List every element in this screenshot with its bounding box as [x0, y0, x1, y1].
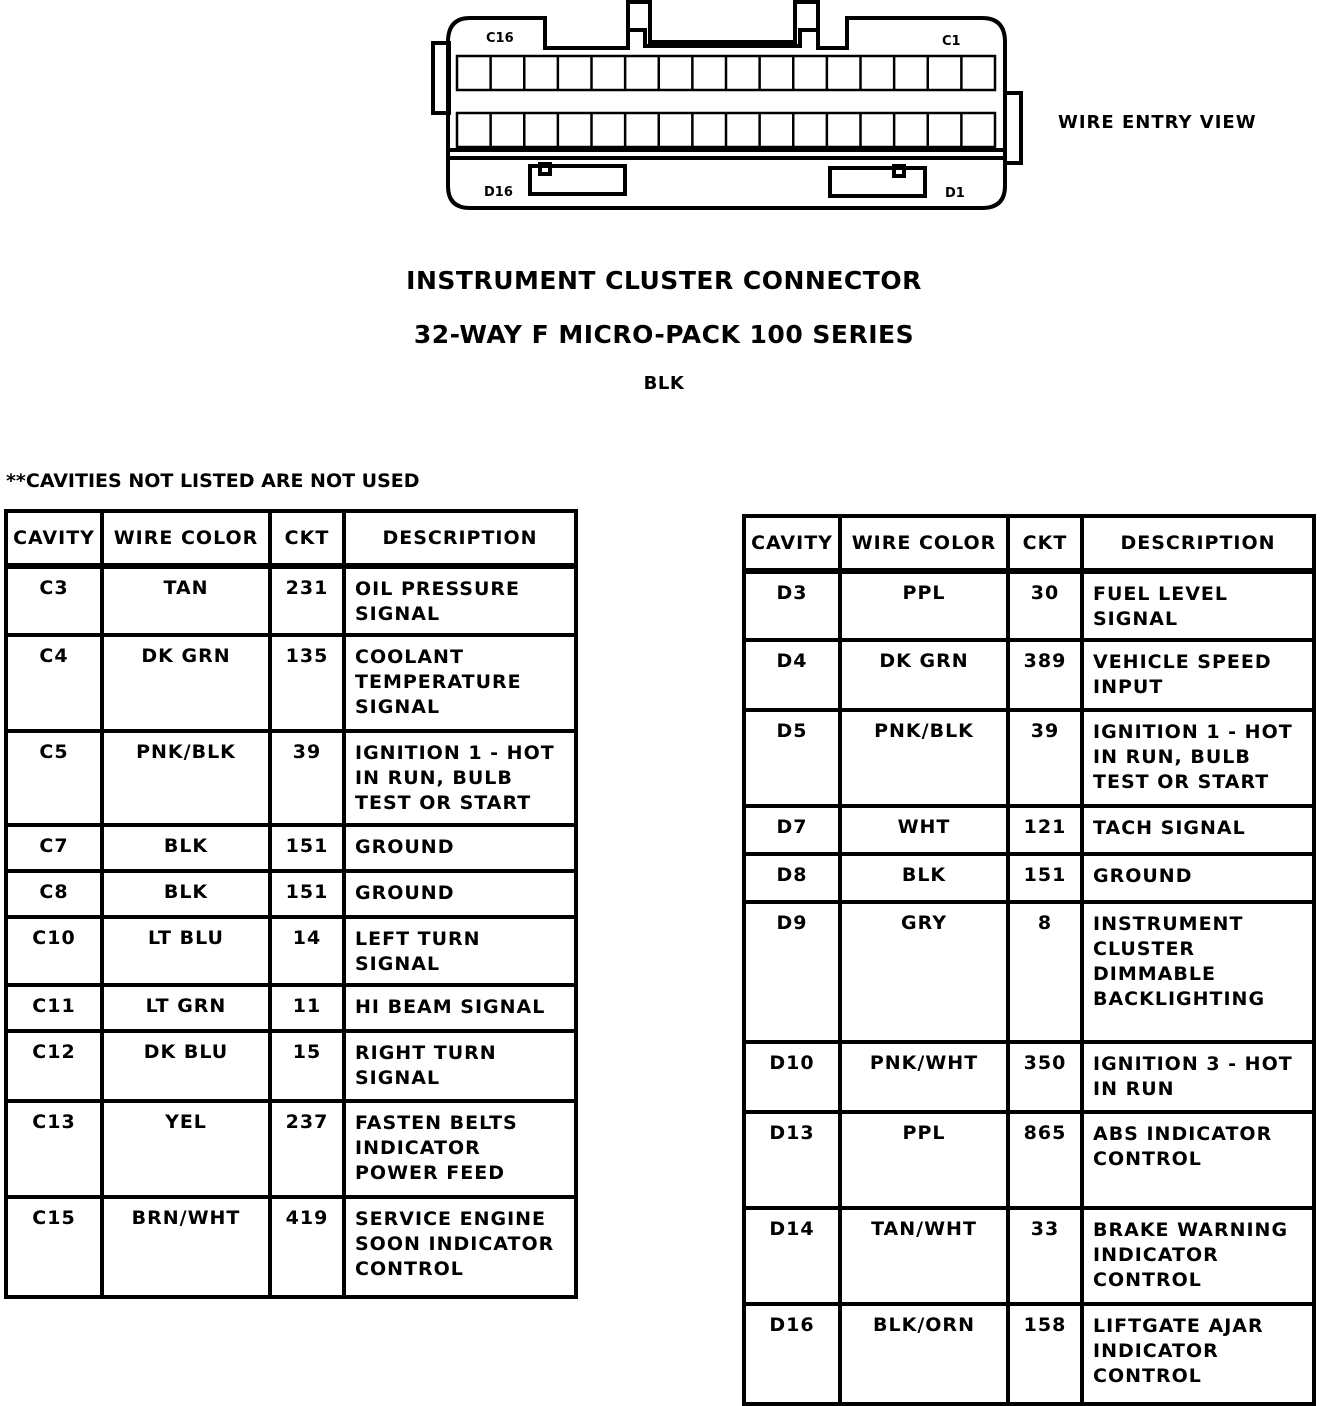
- connector-subtitle: 32-WAY F MICRO-PACK 100 SERIES: [413, 320, 915, 349]
- cell-ckt: 39: [1010, 712, 1084, 808]
- table-row: [746, 1210, 1312, 1306]
- table-row: [746, 1306, 1312, 1402]
- table-row: [8, 733, 574, 827]
- cell-description: BRAKE WARNING INDICATOR CONTROL: [1084, 1210, 1312, 1306]
- table-row: [8, 919, 574, 987]
- cell-wire-color: BLK: [104, 827, 272, 873]
- cell-wire-color: PNK/BLK: [104, 733, 272, 827]
- cell-wire-color: YEL: [104, 1103, 272, 1199]
- cell-cavity: D10: [746, 1044, 842, 1114]
- header-wire-color: WIRE COLOR: [842, 518, 1010, 574]
- table-row: [8, 569, 574, 637]
- cell-cavity: C7: [8, 827, 104, 873]
- cell-description: HI BEAM SIGNAL: [346, 987, 574, 1033]
- cell-wire-color: PNK/WHT: [842, 1044, 1010, 1114]
- cell-ckt: 237: [272, 1103, 346, 1199]
- wire-entry-view-label: WIRE ENTRY VIEW: [1058, 112, 1257, 133]
- cell-wire-color: PPL: [842, 1114, 1010, 1210]
- table-row: [8, 637, 574, 733]
- table-row: [746, 904, 1312, 1044]
- cell-ckt: 33: [1010, 1210, 1084, 1306]
- cell-ckt: 11: [272, 987, 346, 1033]
- cell-cavity: C10: [8, 919, 104, 987]
- cell-ckt: 121: [1010, 808, 1084, 856]
- cell-cavity: C5: [8, 733, 104, 827]
- table-row: [746, 1114, 1312, 1210]
- cell-wire-color: BLK: [104, 873, 272, 919]
- cell-description: OIL PRESSURE SIGNAL: [346, 569, 574, 637]
- cell-wire-color: PPL: [842, 574, 1010, 642]
- connector-title: INSTRUMENT CLUSTER CONNECTOR: [406, 266, 922, 295]
- cell-wire-color: LT GRN: [104, 987, 272, 1033]
- cell-description: IGNITION 1 - HOT IN RUN, BULB TEST OR START: [346, 733, 574, 827]
- table-row: [8, 873, 574, 919]
- table-row: [8, 1199, 574, 1295]
- cell-description: FUEL LEVEL SIGNAL: [1084, 574, 1312, 642]
- cell-ckt: 158: [1010, 1306, 1084, 1402]
- cell-cavity: D8: [746, 856, 842, 904]
- cell-ckt: 350: [1010, 1044, 1084, 1114]
- cell-description: LEFT TURN SIGNAL: [346, 919, 574, 987]
- cell-ckt: 865: [1010, 1114, 1084, 1210]
- header-ckt: CKT: [1010, 518, 1084, 574]
- cell-wire-color: DK GRN: [842, 642, 1010, 712]
- cell-description: IGNITION 3 - HOT IN RUN: [1084, 1044, 1312, 1114]
- label-c1: C1: [942, 34, 961, 49]
- cell-cavity: D5: [746, 712, 842, 808]
- cell-cavity: D3: [746, 574, 842, 642]
- cell-wire-color: GRY: [842, 904, 1010, 1044]
- cell-cavity: C11: [8, 987, 104, 1033]
- cell-wire-color: TAN: [104, 569, 272, 637]
- cell-description: ABS INDICATOR CONTROL: [1084, 1114, 1312, 1210]
- cell-cavity: D16: [746, 1306, 842, 1402]
- header-description: DESCRIPTION: [346, 513, 574, 569]
- connector-color: BLK: [643, 373, 685, 394]
- cell-cavity: C8: [8, 873, 104, 919]
- cell-ckt: 15: [272, 1033, 346, 1103]
- cell-description: GROUND: [1084, 856, 1312, 904]
- cell-wire-color: PNK/BLK: [842, 712, 1010, 808]
- cell-description: COOLANT TEMPERATURE SIGNAL: [346, 637, 574, 733]
- cell-ckt: 30: [1010, 574, 1084, 642]
- cell-wire-color: BLK: [842, 856, 1010, 904]
- cell-ckt: 389: [1010, 642, 1084, 712]
- cell-cavity: C13: [8, 1103, 104, 1199]
- table-row: [746, 856, 1312, 904]
- cell-cavity: C4: [8, 637, 104, 733]
- cell-description: GROUND: [346, 827, 574, 873]
- connector-right-tab: [1005, 93, 1021, 163]
- cell-wire-color: DK GRN: [104, 637, 272, 733]
- cell-description: SERVICE ENGINE SOON INDICATOR CONTROL: [355, 1208, 555, 1280]
- table-row: [8, 827, 574, 873]
- cell-wire-color: LT BLU: [104, 919, 272, 987]
- cell-description: INSTRUMENT CLUSTER DIMMABLE BACKLIGHTING: [1084, 904, 1312, 1044]
- unused-cavities-note: **CAVITIES NOT LISTED ARE NOT USED: [6, 470, 420, 492]
- cell-ckt: 419: [272, 1199, 346, 1295]
- cell-description: IGNITION 1 - HOT IN RUN, BULB TEST OR START: [1084, 712, 1312, 808]
- table-row: [8, 1033, 574, 1103]
- header-ckt: CKT: [272, 513, 346, 569]
- table-row: [746, 642, 1312, 712]
- pinout-table-left: [4, 509, 578, 1299]
- pinout-table-right: [742, 514, 1316, 1406]
- cell-description: FASTEN BELTS INDICATOR POWER FEED: [346, 1103, 574, 1199]
- label-d16: D16: [484, 185, 513, 200]
- cell-wire-color: WHT: [842, 808, 1010, 856]
- cell-ckt: 151: [272, 827, 346, 873]
- connector-diagram: [420, 0, 1040, 220]
- table-row: [8, 987, 574, 1033]
- table-row: [8, 1103, 574, 1199]
- label-d1: D1: [945, 186, 965, 201]
- cell-ckt: 8: [1010, 904, 1084, 1044]
- cell-ckt: 231: [272, 569, 346, 637]
- table-row: [746, 712, 1312, 808]
- table-row: [746, 1044, 1312, 1114]
- cell-cavity: C12: [8, 1033, 104, 1103]
- connector-key: [628, 2, 818, 42]
- cell-wire-color: BLK/ORN: [842, 1306, 1010, 1402]
- cell-cavity: D4: [746, 642, 842, 712]
- cell-ckt: 14: [272, 919, 346, 987]
- table-row: [746, 574, 1312, 642]
- header-cavity: CAVITY: [746, 518, 842, 574]
- cell-wire-color: TAN/WHT: [842, 1210, 1010, 1306]
- header-wire-color: WIRE COLOR: [104, 513, 272, 569]
- label-c16: C16: [486, 31, 514, 46]
- cell-cavity: C15: [8, 1199, 104, 1295]
- cell-description: LIFTGATE AJAR INDICATOR CONTROL: [1093, 1315, 1264, 1387]
- connector-latch-left: [530, 166, 625, 194]
- cell-ckt: 151: [1010, 856, 1084, 904]
- cell-description: VEHICLE SPEED INPUT: [1084, 642, 1312, 712]
- cell-wire-color: BRN/WHT: [104, 1199, 272, 1295]
- cell-ckt: 151: [272, 873, 346, 919]
- cell-cavity: D14: [746, 1210, 842, 1306]
- cell-description: RIGHT TURN SIGNAL: [346, 1033, 574, 1103]
- header-cavity: CAVITY: [8, 513, 104, 569]
- table-row: [746, 808, 1312, 856]
- cell-description: TACH SIGNAL: [1084, 808, 1312, 856]
- cell-wire-color: DK BLU: [104, 1033, 272, 1103]
- cell-cavity: D13: [746, 1114, 842, 1210]
- cell-description: GROUND: [346, 873, 574, 919]
- cell-cavity: D7: [746, 808, 842, 856]
- cell-ckt: 135: [272, 637, 346, 733]
- cell-ckt: 39: [272, 733, 346, 827]
- cell-cavity: C3: [8, 569, 104, 637]
- header-description: DESCRIPTION: [1084, 518, 1312, 574]
- cell-cavity: D9: [746, 904, 842, 1044]
- connector-latch-right: [830, 168, 925, 196]
